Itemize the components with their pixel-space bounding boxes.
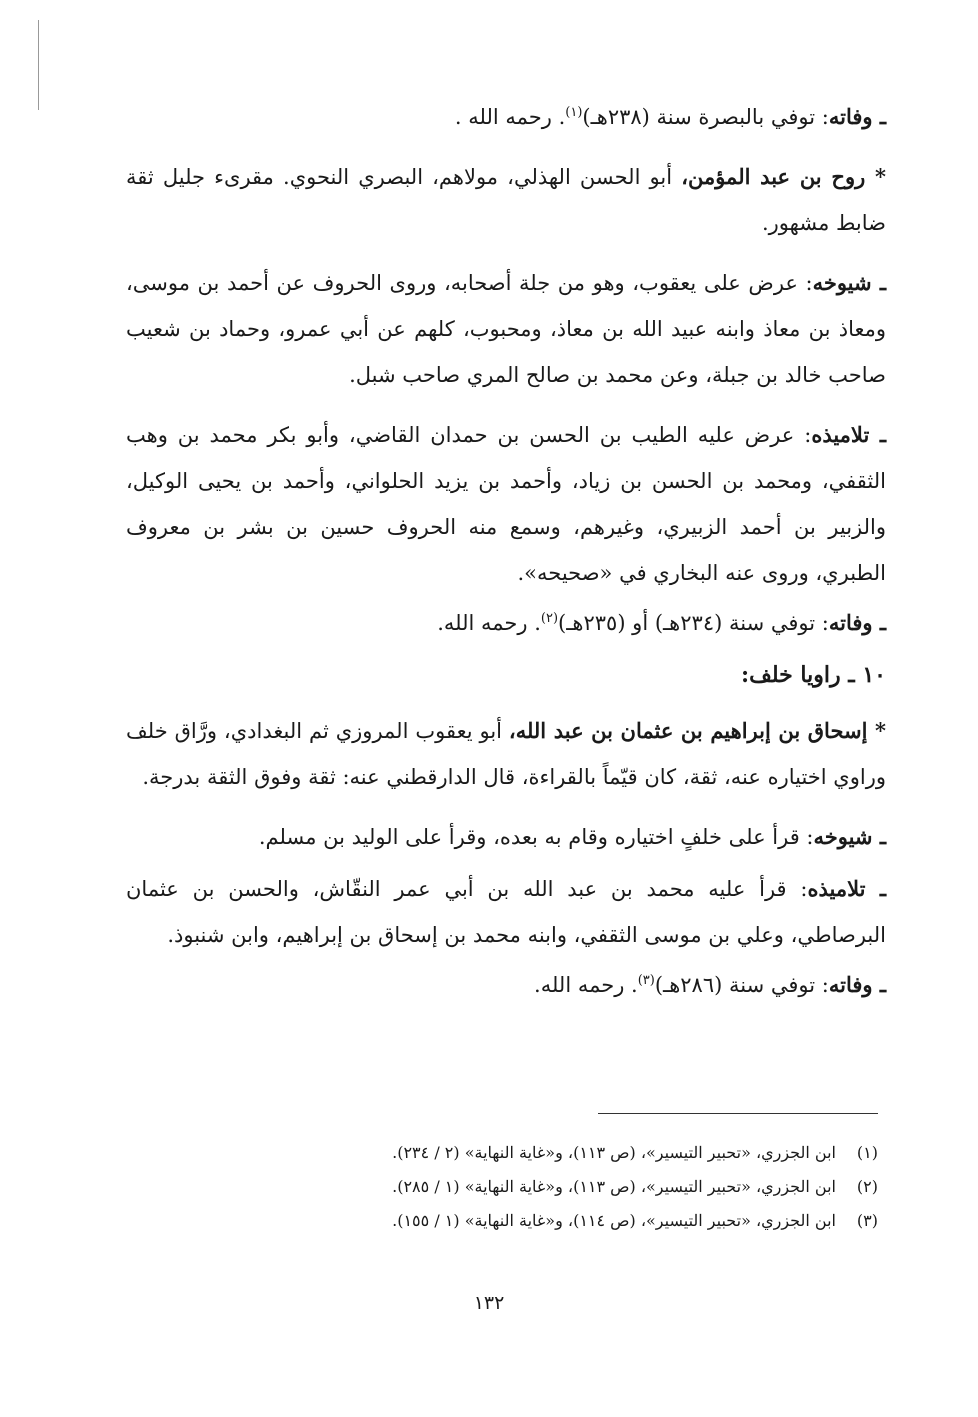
paragraph-ishaq-bio xyxy=(126,708,886,800)
footnote-text: ابن الجزري، «تحبير التيسير»، (ص ١١٣)، و«غاية النهاية» (٢ / ٢٣٤). xyxy=(392,1143,836,1162)
footnote-ref[interactable]: (٢) xyxy=(540,611,559,626)
paragraph-text: : توفي سنة (٢٨٦هـ) xyxy=(654,973,829,997)
paragraph-text-end: . رحمه الله . xyxy=(454,105,566,129)
section-heading: ١٠ ـ راويا خلف: xyxy=(740,662,886,688)
paragraph-ishaq-death xyxy=(126,962,886,1008)
main-text xyxy=(126,94,886,1022)
narrator-name: * روح بن عبد المؤمن، xyxy=(681,164,886,189)
section-label: ـ وفاته xyxy=(828,610,886,635)
paragraph-text: : عرض على يعقوب، وهو من جلة أصحابه، وروى الحروف عن أحمد بن موسى، ومعاذ بن معاذ وابنه عبيد الله بن معاذ، ومحبوب، كلهم عن أبي عمرو، وحماد بن شعيب صاحب خالد بن جبلة، وعن محمد بن صالح المري صاحب شبل. xyxy=(126,271,886,387)
section-label: ـ تلاميذه xyxy=(811,422,887,447)
footnote-text: ابن الجزري، «تحبير التيسير»، (ص ١١٤)، و«غاية النهاية» (١ / ١٥٥). xyxy=(392,1211,836,1230)
paragraph-text: : توفي سنة (٢٣٤هـ) أو (٢٣٥هـ) xyxy=(558,611,829,635)
footnote-text: ابن الجزري، «تحبير التيسير»، (ص ١١٣)، و«غاية النهاية» (١ / ٢٨٥). xyxy=(392,1177,836,1196)
section-label: ـ تلاميذه xyxy=(807,876,887,901)
paragraph-rawh-teachers xyxy=(126,260,886,398)
paragraph-rawh-death xyxy=(126,600,886,646)
section-label: ـ شيوخه xyxy=(812,270,886,295)
paragraph-rawh-bio xyxy=(126,154,886,246)
footnote-item xyxy=(178,1136,878,1170)
footnote-item xyxy=(178,1170,878,1204)
footnotes xyxy=(178,1136,878,1238)
footnote-item xyxy=(178,1204,878,1238)
narrator-name: * إسحاق بن إبراهيم بن عثمان بن عبد الله، xyxy=(508,718,886,743)
paragraph-ishaq-students xyxy=(126,866,886,958)
footnote-number: (٢) xyxy=(856,1177,878,1196)
paragraph-text-end: . رحمه الله. xyxy=(437,611,541,635)
section-label: ـ وفاته xyxy=(828,104,886,129)
footnote-divider xyxy=(598,1113,878,1114)
paragraph-text: : قرأ على خلفٍ اختياره وقام به بعده، وقرأ على الوليد بن مسلم. xyxy=(258,825,814,849)
section-label: ـ شيوخه xyxy=(813,824,886,849)
footnote-ref[interactable]: (٣) xyxy=(637,973,655,988)
paragraph-ishaq-teachers xyxy=(126,814,886,860)
section-label: ـ وفاته xyxy=(828,972,886,997)
paragraph-text: أبو الحسن الهذلي، مولاهم، البصري النحوي. مقرىء جليل ثقة ضابط مشهور. xyxy=(126,165,886,235)
footnote-number: (١) xyxy=(856,1143,878,1162)
paragraph-text: : قرأ عليه محمد بن عبد الله بن أبي عمر النقّاش، والحسن بن عثمان البرصاطي، وعلي بن موسى الثقفي، وابنه محمد بن إسحاق بن إبراهيم، وابن شنبوذ. xyxy=(126,877,886,947)
footnote-ref[interactable]: (١) xyxy=(565,105,583,120)
page-number: ١٣٢ xyxy=(473,1292,505,1314)
paragraph-death-rawh-teacher xyxy=(126,94,886,140)
paragraph-text-end: . رحمه الله. xyxy=(534,973,638,997)
paragraph-text: : توفي بالبصرة سنة (٢٣٨هـ) xyxy=(582,105,829,129)
footnote-number: (٣) xyxy=(856,1211,878,1230)
paragraph-text: أبو يعقوب المروزي ثم البغدادي، ورَّاق خلف وراوي اختياره عنه، ثقة، كان قيّماً بالقراءة، قال الدارقطني عنه: ثقة وفوق الثقة بدرجة. xyxy=(126,719,886,789)
paragraph-rawh-students xyxy=(126,412,886,596)
paragraph-text: : عرض عليه الطيب بن الحسن بن حمدان القاضي، وأبو بكر محمد بن وهب الثقفي، ومحمد بن الحسن بن زياد، وأحمد بن يزيد الحلواني، وأحمد بن يحيى الوكيل، والزبير بن أحمد الزبيري، وغيرهم، وسمع منه الحروف حسين بن بشر بن معروف الطبري، وروى عنه البخاري في «صحيحه». xyxy=(126,423,886,585)
margin-mark xyxy=(38,20,39,110)
